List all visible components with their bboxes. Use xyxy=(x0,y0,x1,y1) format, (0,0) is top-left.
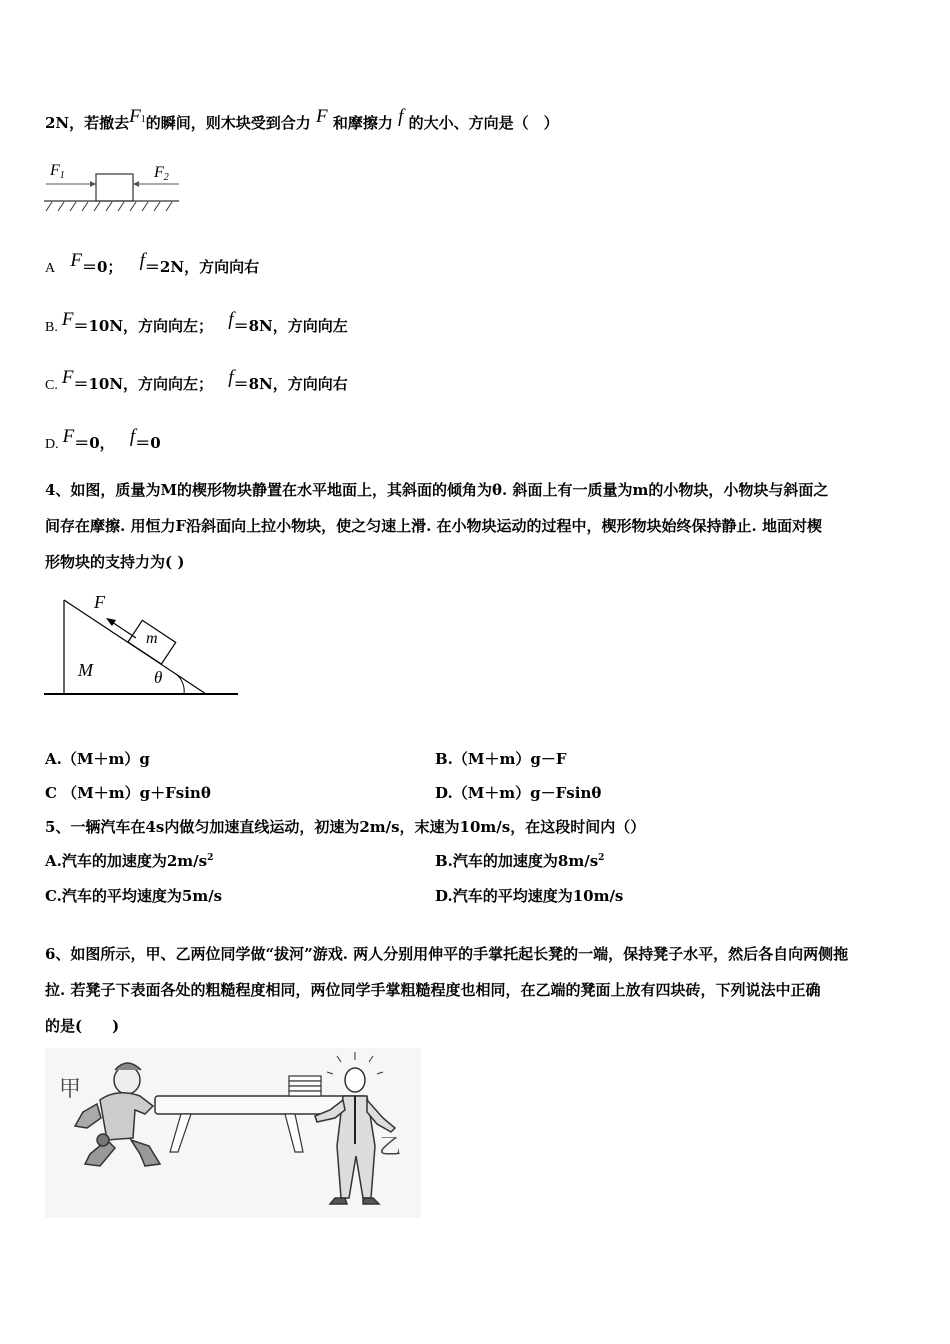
label-F: F xyxy=(94,592,105,612)
label-theta: θ xyxy=(154,668,163,687)
q6-stem-line1: 6、如图所示，甲、乙两位同学做“拔河”游戏. 两人分别用伸平的手掌托起长凳的一端，保持凳子水平，然后各自向两侧拖 xyxy=(45,945,849,963)
label-F1: F1 xyxy=(50,162,65,181)
q4-figure-wedge xyxy=(44,588,240,700)
q3-option-c: C. F＝10N，方向向左； f＝8N，方向向右 xyxy=(45,367,348,393)
var-f: f xyxy=(398,106,404,127)
q3-stem-part4: 的大小、方向是（ ） xyxy=(408,114,559,132)
q3-option-d: D. F＝0， f＝0 xyxy=(45,426,161,452)
q6-stem-line3: 的是( ) xyxy=(45,1017,120,1035)
q6-figure-tug-of-war xyxy=(45,1048,421,1218)
q6-stem-line2: 拉. 若凳子下表面各处的粗糙程度相同，两位同学手掌粗糙程度也相同，在乙端的凳面上放有四块砖，下列说法中正确 xyxy=(45,981,821,999)
label-M: M xyxy=(78,660,93,680)
q3-stem xyxy=(45,106,559,134)
q5-option-a: A.汽车的加速度为$2m/s^2$ xyxy=(45,852,214,870)
q5-option-d: D.汽车的平均速度为10m/s xyxy=(435,887,624,905)
q3-stem-part1: 2N，若撤去 xyxy=(45,114,130,132)
label-m: m xyxy=(146,630,158,647)
label-F2: F2 xyxy=(154,164,169,183)
q5-stem: 5、一辆汽车在4s内做匀加速直线运动，初速为2m/s，末速为10m/s，在这段时间内（） xyxy=(45,818,646,836)
q3-option-b: B. F＝10N，方向向左； f＝8N，方向向左 xyxy=(45,309,348,335)
q5-option-b: B.汽车的加速度为$8m/s^2$ xyxy=(435,852,605,870)
q4-stem xyxy=(45,472,907,580)
q3-stem-part3: 和摩擦力 xyxy=(332,114,393,132)
q5-option-c: C.汽车的平均速度为5m/s xyxy=(45,887,223,905)
q4-option-a: A.（M＋m）g xyxy=(45,750,150,768)
label-yi: 乙 xyxy=(379,1134,402,1159)
q6-stem xyxy=(45,936,907,1044)
q4-stem-line2: 间存在摩擦. 用恒力F沿斜面向上拉小物块，使之匀速上滑. 在小物块运动的过程中，楔形物块始终保持静止. 地面对楔 xyxy=(45,517,822,535)
label-jia: 甲 xyxy=(59,1076,82,1101)
q3-figure-block-on-ground xyxy=(44,158,184,214)
q4-option-b: B.（M＋m）g－F xyxy=(435,750,567,768)
q4-option-d: D.（M＋m）g－Fsinθ xyxy=(435,784,602,802)
var-F1: F1 xyxy=(129,106,146,127)
q3-stem-part2: 的瞬间，则木块受到合力 xyxy=(145,114,311,132)
var-F: F xyxy=(316,106,328,127)
q4-option-c: C （M＋m）g＋Fsinθ xyxy=(45,784,211,802)
q4-stem-line3: 形物块的支持力为( ) xyxy=(45,553,185,571)
q4-stem-line1: 4、如图，质量为M的楔形物块静置在水平地面上，其斜面的倾角为θ. 斜面上有一质量为m的小物块，小物块与斜面之 xyxy=(45,481,829,499)
q3-option-a: A F＝0； f＝2N，方向向右 xyxy=(45,250,260,276)
